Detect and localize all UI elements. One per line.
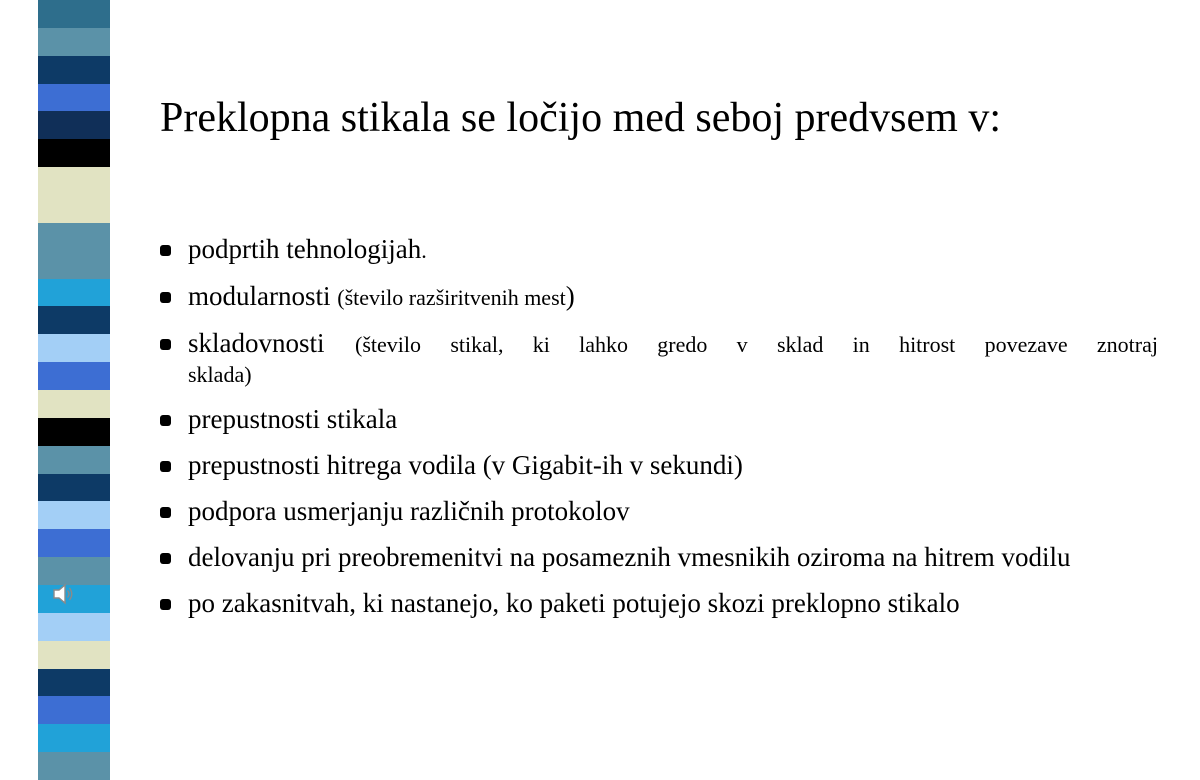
speaker-icon[interactable] [52, 582, 74, 611]
item-text-small: (število razširitvenih mest [337, 285, 566, 310]
stripe [38, 724, 110, 752]
item-text-small: . [421, 238, 427, 263]
list-item [160, 450, 1158, 480]
stripe [38, 334, 110, 362]
item-text: podprtih tehnologijah [188, 234, 422, 264]
list-item [160, 328, 1158, 390]
item-text-small: (število stikal, ki lahko gredo v sklad in hitrost povezave znotraj [355, 332, 1158, 357]
stripe [38, 501, 110, 529]
stripe [38, 446, 110, 474]
stripe [38, 167, 110, 195]
slide-title: Preklopna stikala se ločijo med seboj predvsem v: [160, 95, 1001, 141]
stripe [38, 696, 110, 724]
stripe [38, 752, 110, 780]
list-item [160, 404, 1158, 434]
square-bullet-icon [160, 553, 171, 564]
stripe [38, 223, 110, 251]
list-item [160, 496, 1158, 526]
item-text: modularnosti [188, 281, 338, 311]
stripe [38, 306, 110, 334]
decorative-stripe-bar [38, 0, 110, 780]
stripe [38, 390, 110, 418]
stripe [38, 0, 110, 28]
stripe [38, 557, 110, 585]
stripe [38, 613, 110, 641]
list-item [160, 542, 1158, 572]
square-bullet-icon [160, 415, 171, 426]
item-text: po zakasnitvah, ki nastanejo, ko paketi potujejo skozi preklopno stikalo [188, 588, 960, 618]
stripe [38, 111, 110, 139]
item-text: delovanju pri preobremenitvi na posameznih vmesnikih oziroma na hitrem vodilu [188, 542, 1071, 572]
stripe [38, 251, 110, 279]
square-bullet-icon [160, 507, 171, 518]
stripe [38, 529, 110, 557]
item-text: skladovnosti [188, 328, 356, 358]
item-text: podpora usmerjanju različnih protokolov [188, 496, 630, 526]
square-bullet-icon [160, 245, 171, 256]
stripe [38, 585, 110, 613]
item-text: prepustnosti hitrega vodila (v Gigabit-ih v sekundi) [188, 450, 743, 480]
stripe [38, 362, 110, 390]
square-bullet-icon [160, 339, 171, 350]
bullet-list [160, 234, 1158, 618]
stripe [38, 139, 110, 167]
item-text: prepustnosti stikala [188, 404, 398, 434]
stripe [38, 641, 110, 669]
list-item [160, 281, 1158, 313]
stripe [38, 279, 110, 307]
item-text-close: ) [565, 281, 575, 311]
item-justified-line [188, 328, 1158, 360]
square-bullet-icon [160, 599, 171, 610]
stripe [38, 669, 110, 697]
item-text-continuation: sklada) [188, 362, 252, 387]
stripe [38, 84, 110, 112]
list-item [160, 234, 1158, 266]
list-item [160, 588, 1158, 618]
stripe [38, 195, 110, 223]
stripe [38, 28, 110, 56]
square-bullet-icon [160, 461, 171, 472]
stripe [38, 56, 110, 84]
square-bullet-icon [160, 292, 171, 303]
stripe [38, 474, 110, 502]
stripe [38, 418, 110, 446]
